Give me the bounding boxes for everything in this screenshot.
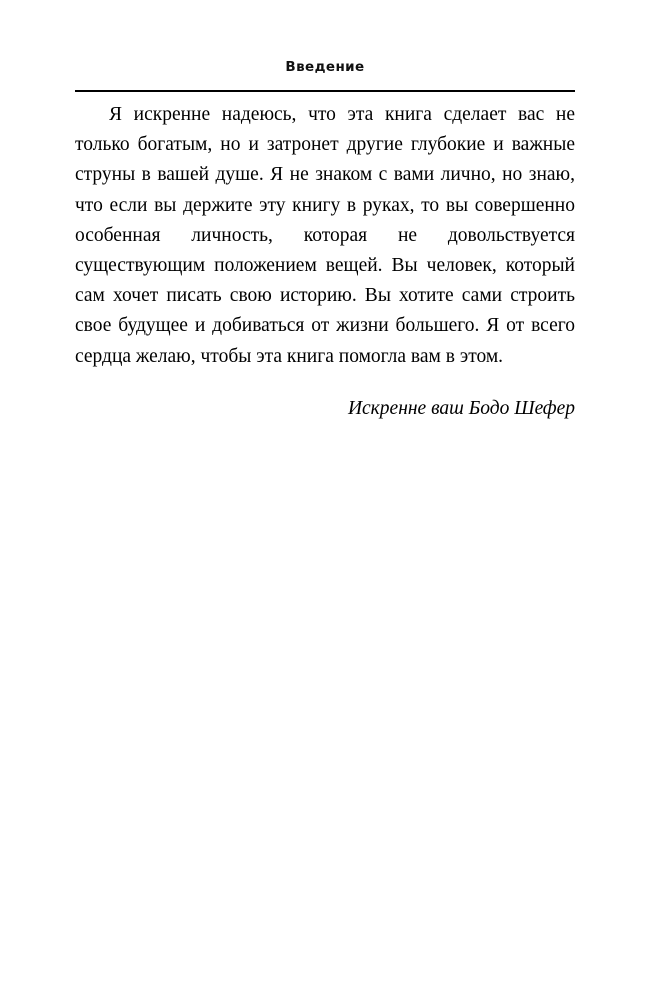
page-header bbox=[75, 58, 575, 92]
body-paragraph: Я искренне надеюсь, что эта книга сделает вас не только богатым, но и затронет другие глубокие и важные струны в вашей душе. Я не знаком с вами лично, но знаю, что если вы держите эту книгу в руках, то вы совершенно особенная личность, которая не довольствуется существующим положением вещей. Вы человек, который сам хочет писать свою историю. Вы хотите сами строить свое будущее и добиваться от жизни большего. Я от всего сердца желаю, чтобы эта книга помогла вам в этом. bbox=[75, 104, 575, 367]
running-head-title: Введение bbox=[285, 59, 365, 75]
header-rule-divider bbox=[75, 90, 575, 92]
author-signature: Искренне ваш Бодо Шефер bbox=[347, 397, 575, 419]
body-text-block bbox=[75, 100, 575, 424]
